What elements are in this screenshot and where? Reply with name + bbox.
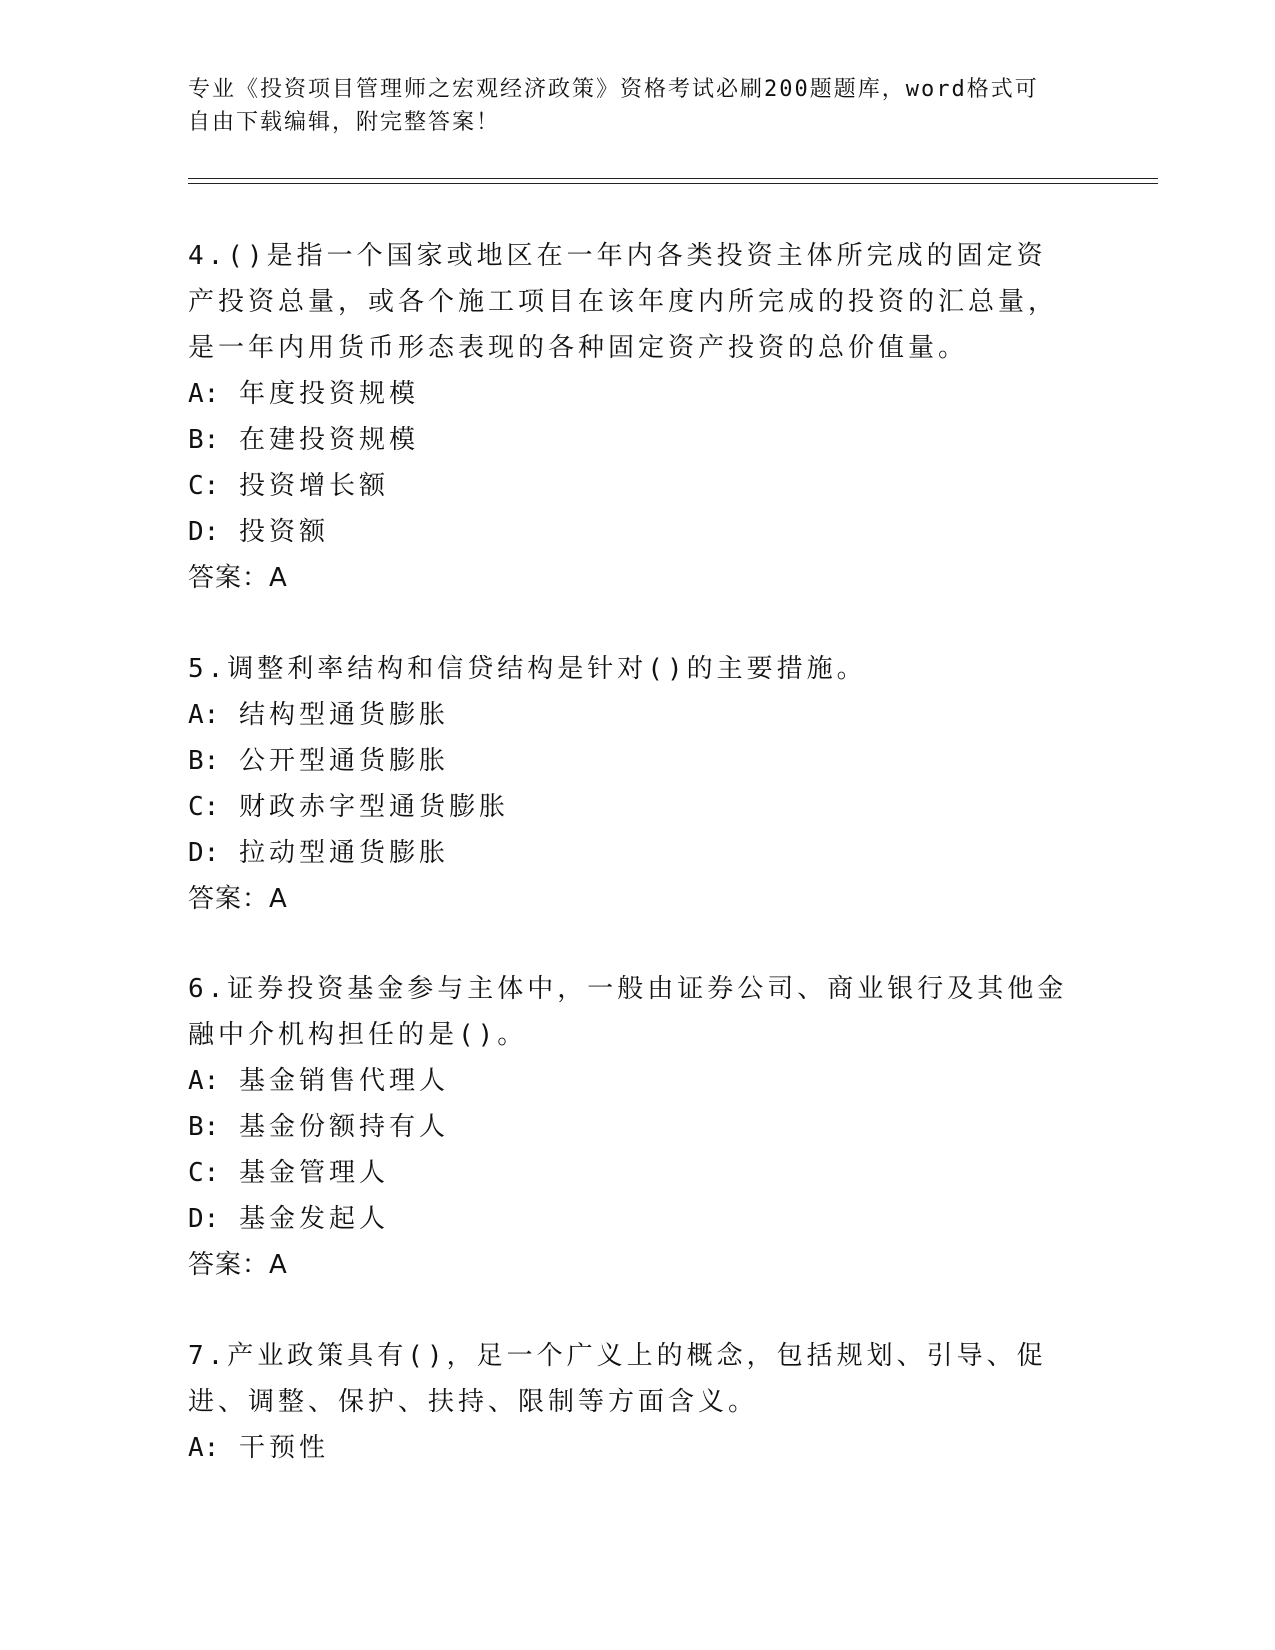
option-d [188,509,1068,555]
option-text: 结构型通货膨胀 [238,700,449,730]
option-label: A: [188,1066,220,1096]
question-stem: 4.()是指一个国家或地区在一年内各类投资主体所完成的固定资产投资总量，或各个施工项目在该年度内所完成的投资的汇总量，是一年内用货币形态表现的各种固定资产投资的总价值量。 [188,241,1059,363]
option-text: 投资增长额 [238,471,389,501]
option-label: D: [188,517,220,547]
option-a [188,1425,1068,1471]
option-label: A: [188,700,220,730]
option-text: 年度投资规模 [238,379,419,409]
option-a [188,1058,1068,1104]
option-b [188,738,1068,784]
option-text: 投资额 [238,517,329,547]
option-label: C: [188,792,220,822]
option-label: D: [188,1204,220,1234]
question-4 [188,233,1068,601]
question-stem: 7.产业政策具有()，足一个广义上的概念，包括规划、引导、促进、调整、保护、扶持、限制等方面含义。 [188,1341,1047,1417]
option-text: 基金份额持有人 [238,1112,449,1142]
header-title-line-1: 专业《投资项目管理师之宏观经济政策》资格考试必刷200题题库，word格式可 [188,77,1039,102]
question-stem: 6.证券投资基金参与主体中，一般由证券公司、商业银行及其他金融中介机构担任的是()。 [188,974,1068,1050]
option-label: A: [188,1433,220,1463]
option-label: B: [188,1112,220,1142]
option-c [188,1150,1068,1196]
option-text: 基金销售代理人 [238,1066,449,1096]
option-text: 在建投资规模 [238,425,419,455]
option-label: B: [188,746,220,776]
option-text: 基金管理人 [238,1158,389,1188]
option-label: A: [188,379,220,409]
option-text: 财政赤字型通货膨胀 [238,792,509,822]
option-text: 干预性 [238,1433,329,1463]
header-divider-bottom [188,183,1158,184]
option-label: B: [188,425,220,455]
option-d [188,830,1068,876]
option-a [188,371,1068,417]
option-label: C: [188,471,220,501]
question-7 [188,1333,1068,1471]
option-text: 拉动型通货膨胀 [238,838,449,868]
option-text: 基金发起人 [238,1204,389,1234]
question-5 [188,646,1068,922]
answer: 答案：A [188,1250,288,1280]
option-b [188,1104,1068,1150]
option-c [188,463,1068,509]
option-b [188,417,1068,463]
question-6 [188,966,1068,1288]
answer: 答案：A [188,563,288,593]
option-label: C: [188,1158,220,1188]
option-d [188,1196,1068,1242]
header-divider-top [188,178,1158,179]
option-label: D: [188,838,220,868]
option-a [188,692,1068,738]
answer: 答案：A [188,884,288,914]
option-c [188,784,1068,830]
question-stem: 5.调整利率结构和信贷结构是针对()的主要措施。 [188,654,867,684]
option-text: 公开型通货膨胀 [238,746,449,776]
header-title-line-2: 自由下载编辑，附完整答案！ [188,110,501,135]
document-header [188,73,1088,139]
